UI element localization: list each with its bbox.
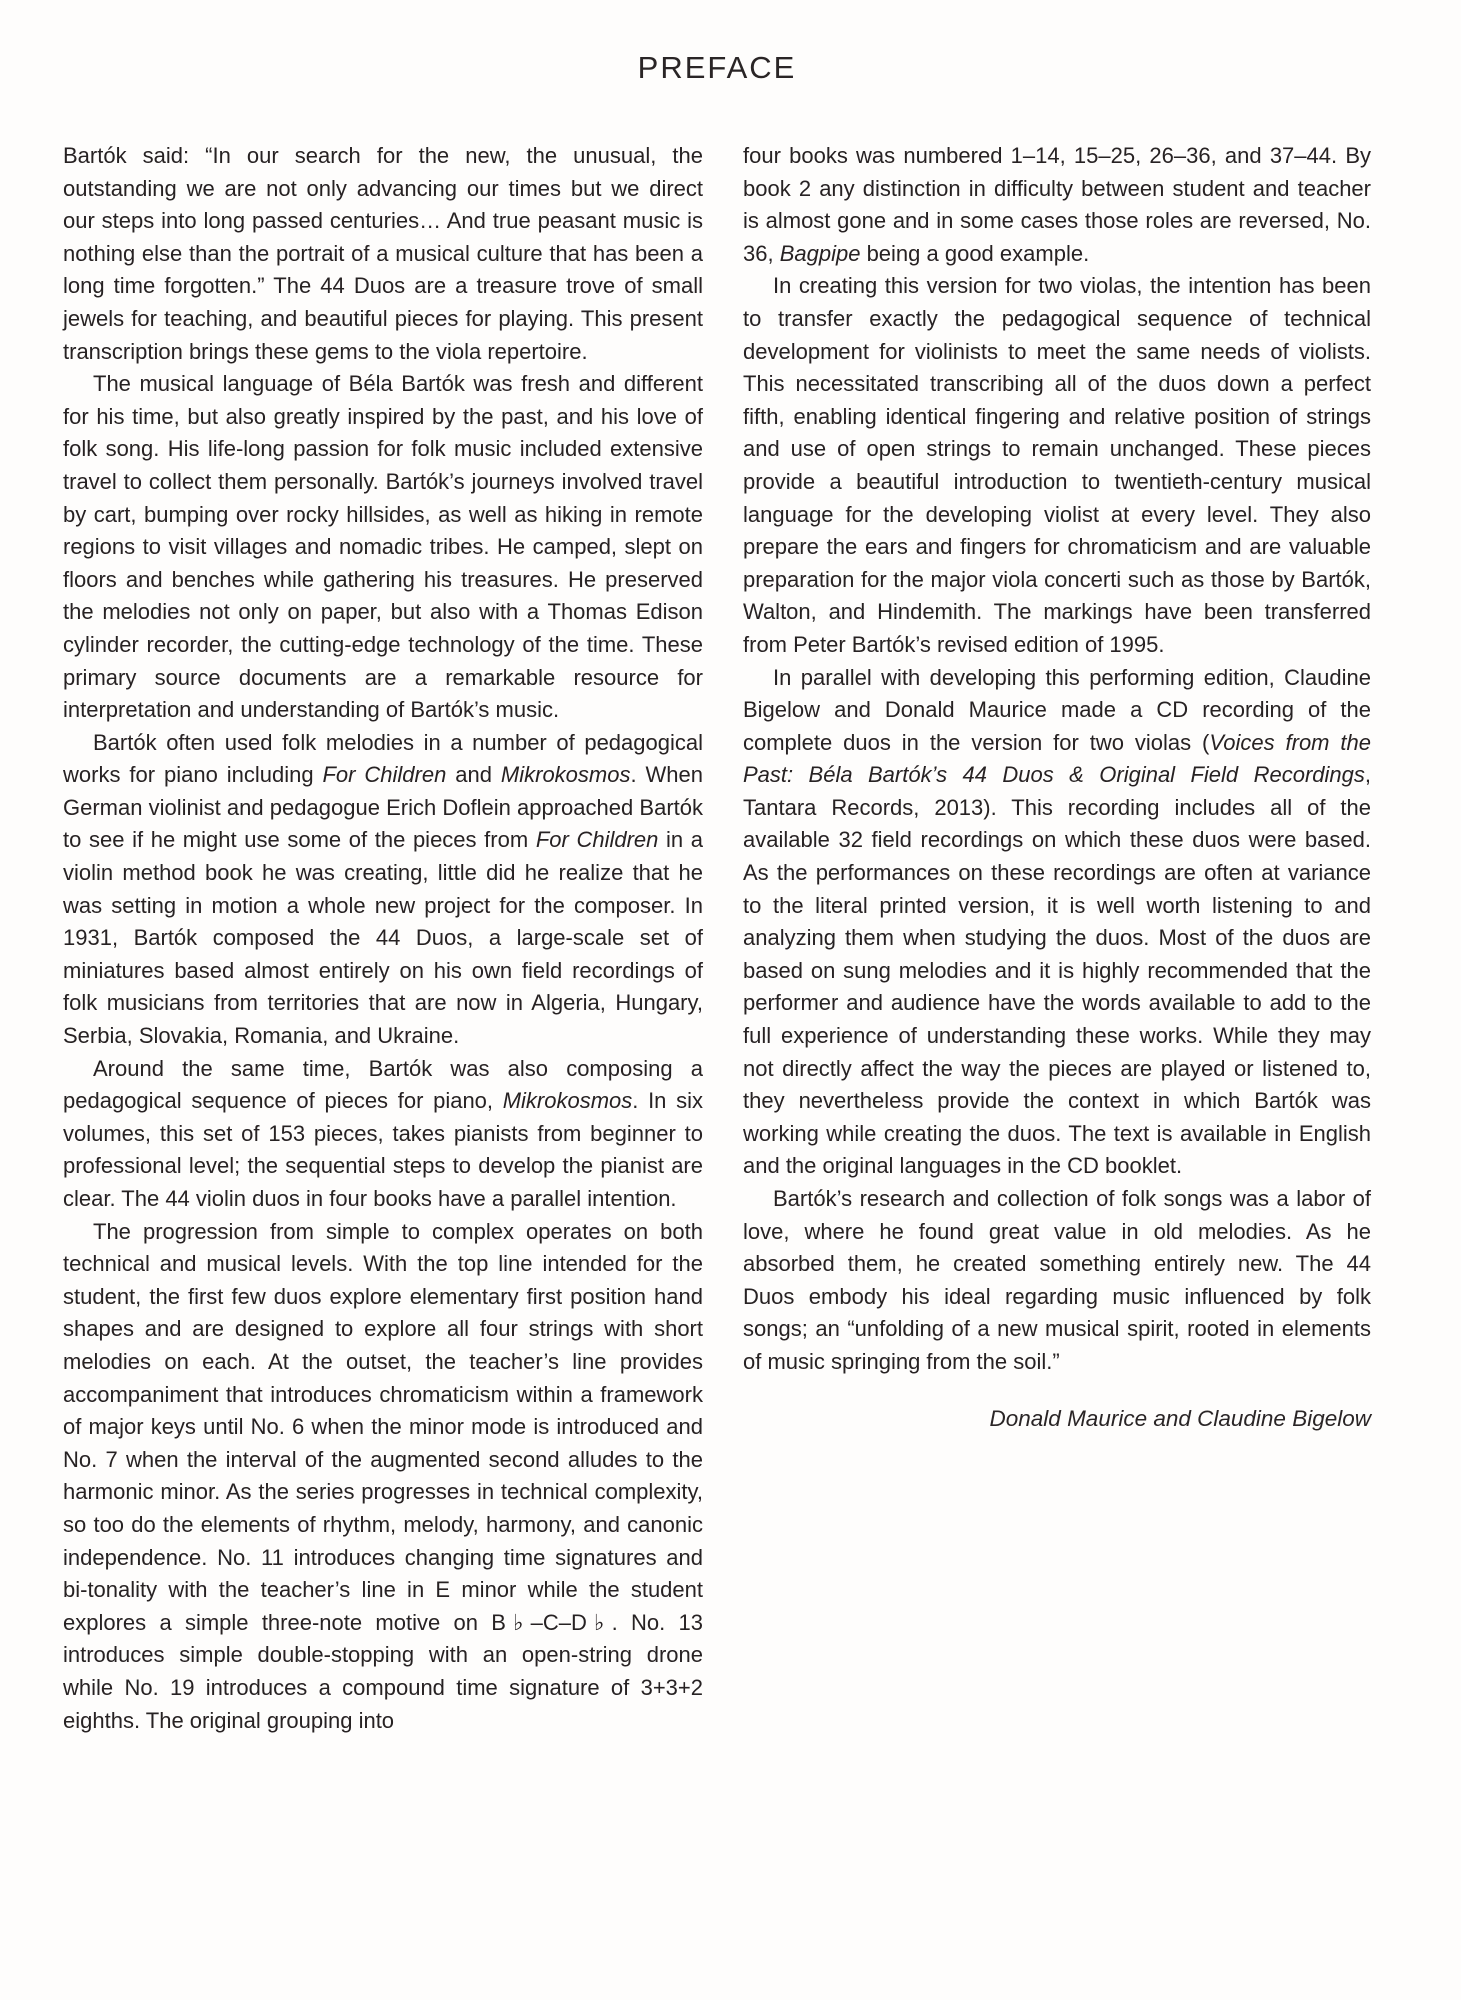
paragraph <box>743 270 1371 661</box>
paragraph <box>63 1053 703 1216</box>
text-run: Around the same time, Bartók was also composing a pedagogical sequence of pieces for piano, <box>63 1055 703 1114</box>
text-run: The musical language of Béla Bartók was fresh and different for his time, but also greatly inspired by the past, and his love of folk song. His life-long passion for folk music included extensive travel to collect them personally. Bartók’s journeys involved travel by cart, bumping over rocky hillsides, as well as hiking in remote regions to visit villages and nomadic tribes. He camped, slept on floors and benches while gathering his treasures. He preserved the melodies not only on paper, but also with a Thomas Edison cylinder recorder, the cutting-edge technology of the time. These primary source documents are a remarkable resource for interpretation and understanding of Bartók’s music. <box>63 371 703 723</box>
paragraph <box>63 368 703 727</box>
text-run: Bartók’s research and collection of folk songs was a labor of love, where he found great value in old melodies. As he absorbed them, he created something entirely new. The 44 Duos embody his ideal regarding music influenced by folk songs; an “unfolding of a new musical spirit, rooted in elements of music springing from the soil.” <box>743 1186 1371 1374</box>
text-run: being a good example. <box>860 240 1090 266</box>
paragraph <box>743 662 1371 1184</box>
paragraph <box>743 140 1371 270</box>
italic-text-run: For Children <box>535 827 659 853</box>
italic-text-run: Mikrokosmos <box>502 1088 633 1114</box>
text-run: . When German violinist and pedagogue Erich Doflein approached Bartók to see if he might use some of the pieces from <box>63 762 703 853</box>
text-run: Bartók often used folk melodies in a number of pedagogical works for piano including <box>63 729 703 788</box>
text-run: , Tantara Records, 2013). This recording includes all of the available 32 field recordings on which these duos were based. As the performances on these recordings are often at variance to the literal printed version, it is well worth listening to and analyzing them when studying the duos. Most of the duos are based on sung melodies and it is highly recommended that the performer and audience have the words available to add to the full experience of understanding these works. While they may not directly affect the way the pieces are played or listened to, they nevertheless provide the context in which Bartók was working while creating the duos. The text is available in English and the original languages in the CD booklet. <box>743 762 1371 1179</box>
italic-text-run: Mikrokosmos <box>500 762 631 788</box>
text-run: in a violin method book he was creating, little did he realize that he was setting in motion a whole new project for the composer. In 1931, Bartók composed the 44 Duos, a large-scale set of miniatures based almost entirely on his own field recordings of folk musicians from territories that are now in Algeria, Hungary, Serbia, Slovakia, Romania, and Ukraine. <box>63 827 703 1049</box>
right-column <box>743 140 1371 1737</box>
text-run: In parallel with developing this performing edition, Claudine Bigelow and Donald Maurice made a CD recording of the complete duos in the version for two violas ( <box>743 664 1371 755</box>
italic-text-run: Bagpipe <box>779 240 861 266</box>
text-run: . In six volumes, this set of 153 pieces, takes pianists from beginner to professional level; the sequential steps to develop the pianist are clear. The 44 violin duos in four books have a parallel intention. <box>63 1088 703 1211</box>
text-run: Bartók said: “In our search for the new, the unusual, the outstanding we are not only advancing our times but we direct our steps into long passed centuries… And true peasant music is nothing else than the portrait of a musical culture that has been a long time forgotten.” The 44 Duos are a treasure trove of small jewels for teaching, and beautiful pieces for playing. This present transcription brings these gems to the viola repertoire. <box>63 143 703 364</box>
paragraph <box>63 727 703 1053</box>
right-column-text <box>743 140 1371 1379</box>
signature: Donald Maurice and Claudine Bigelow <box>989 1405 1371 1431</box>
page-title: PREFACE <box>637 50 797 85</box>
text-run: The progression from simple to complex operates on both technical and musical levels. With the top line intended for the student, the first few duos explore elementary first position hand shapes and are designed to explore all four strings with short melodies on each. At the outset, the teacher’s line provides accompaniment that introduces chromaticism within a framework of major keys until No. 6 when the minor mode is introduced and No. 7 when the interval of the augmented second alludes to the harmonic minor. As the series progresses in technical complexity, so too do the elements of rhythm, melody, harmony, and canonic independence. No. 11 introduces changing time signatures and bi-tonality with the teacher’s line in E minor while the student explores a simple three-note motive on B♭–C–D♭. No. 13 introduces simple double-stopping with an open-string drone while No. 19 introduces a compound time signature of 3+3+2 eighths. The original grouping into <box>63 1218 703 1733</box>
text-columns <box>63 140 1371 1737</box>
italic-text-run: For Children <box>322 762 447 788</box>
text-run: and <box>446 762 501 788</box>
paragraph <box>63 140 703 368</box>
italic-text-run: Voices from the Past: Béla Bartók’s 44 Duos & Original Field Recordings <box>743 729 1371 788</box>
paragraph <box>743 1183 1371 1379</box>
paragraph <box>63 1216 703 1738</box>
left-column <box>63 140 703 1737</box>
text-run: In creating this version for two violas, the intention has been to transfer exactly the pedagogical sequence of technical development for violinists to meet the same needs of violists. This necessitated transcribing all of the duos down a perfect fifth, enabling identical fingering and relative position of strings and use of open strings to remain unchanged. These pieces provide a beautiful introduction to twentieth-century musical language for the developing violist at every level. They also prepare the ears and fingers for chromaticism and are valuable preparation for the major viola concerti such as those by Bartók, Walton, and Hindemith. The markings have been transferred from Peter Bartók’s revised edition of 1995. <box>743 273 1371 657</box>
text-run: four books was numbered 1–14, 15–25, 26–36, and 37–44. By book 2 any distinction in difficulty between student and teacher is almost gone and in some cases those roles are reversed, No. 36, <box>743 143 1371 266</box>
